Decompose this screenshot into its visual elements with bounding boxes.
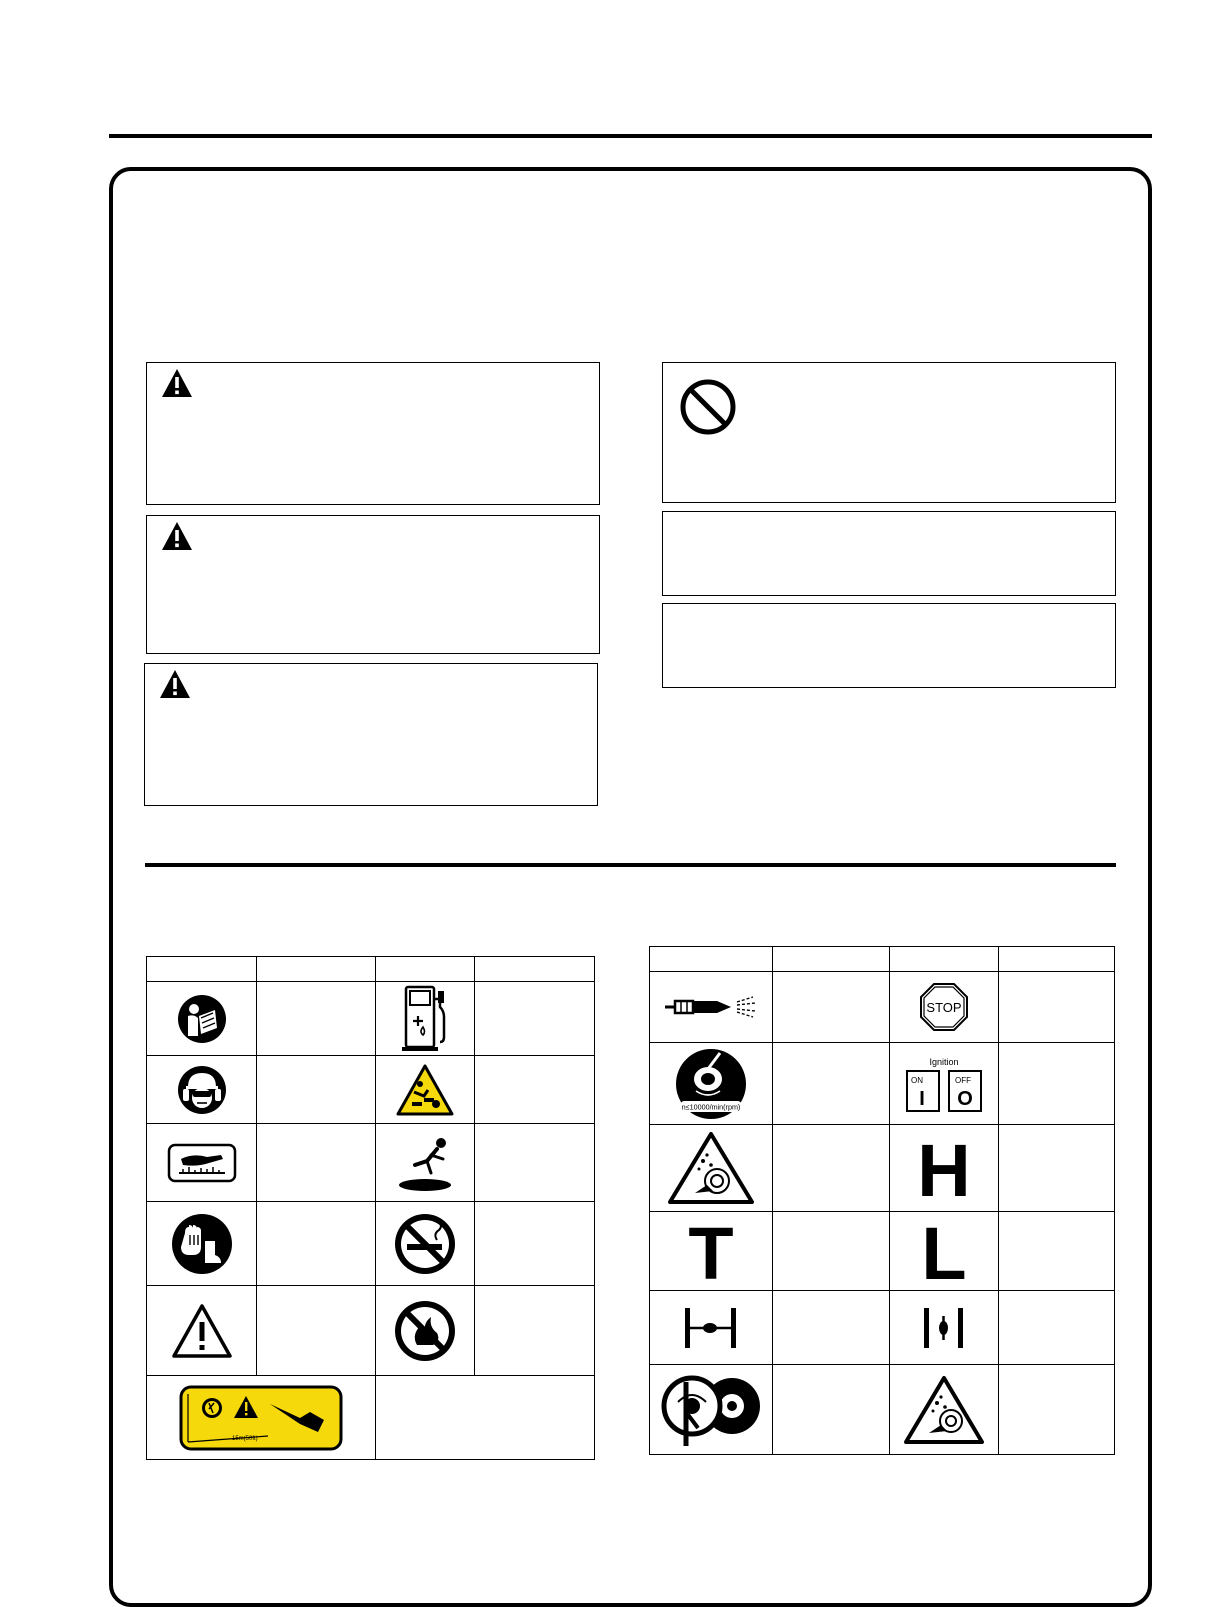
fuel-pump-icon (400, 985, 450, 1053)
caution-triangle-icon (171, 1303, 233, 1359)
prohibition-icon (679, 378, 737, 436)
choke-open-icon (681, 1306, 741, 1350)
on-label: ON (911, 1075, 923, 1085)
warning-triangle-icon (159, 669, 191, 699)
flying-debris-warning-icon (903, 1375, 985, 1445)
hot-surface-hand-icon (167, 1143, 237, 1183)
on-mark: I (919, 1087, 925, 1110)
symbols-table-left (146, 956, 595, 1460)
gloves-boots-icon (171, 1213, 233, 1275)
warning-box-3 (144, 663, 598, 806)
l-letter: L (921, 1219, 967, 1283)
top-divider (109, 134, 1152, 138)
note-box-1 (662, 511, 1116, 596)
off-label: OFF (955, 1075, 971, 1085)
fuel-injection-icon (663, 994, 759, 1020)
read-manual-icon (177, 994, 227, 1044)
t-letter: T (688, 1219, 734, 1283)
no-fire-icon (393, 1299, 457, 1363)
thrown-objects-warning-icon (396, 1064, 454, 1116)
no-smoking-icon (393, 1212, 457, 1276)
warning-box-1 (146, 362, 600, 505)
keep-distance-label-icon (178, 1384, 344, 1452)
l-adjust-icon (916, 1219, 972, 1283)
head-eye-ear-protection-icon (177, 1065, 227, 1115)
max-speed-icon (674, 1047, 748, 1121)
section-divider (145, 863, 1116, 867)
speed-label: n≤10000/min(rpm) (681, 1102, 741, 1111)
t-adjust-icon (683, 1219, 739, 1283)
note-box-2 (662, 603, 1116, 688)
h-adjust-icon (916, 1136, 972, 1200)
ignition-label: Ignition (929, 1056, 959, 1067)
h-letter: H (917, 1136, 971, 1200)
choke-closed-icon (918, 1306, 970, 1350)
stop-sign-icon (919, 982, 969, 1032)
no-metal-blade-icon (658, 1372, 764, 1448)
warning-box-2 (146, 515, 600, 654)
off-mark: O (957, 1087, 973, 1110)
ignition-switch-icon (903, 1055, 985, 1113)
slippery-fall-icon (393, 1133, 457, 1193)
symbols-table-right (649, 946, 1115, 1455)
prohibition-box (662, 362, 1116, 503)
stop-label: STOP (926, 1000, 962, 1015)
warning-triangle-icon (161, 368, 193, 398)
warning-triangle-icon (161, 521, 193, 551)
thrown-debris-warning-icon (667, 1131, 755, 1205)
distance-label: 15m(50ft) (232, 1435, 258, 1442)
